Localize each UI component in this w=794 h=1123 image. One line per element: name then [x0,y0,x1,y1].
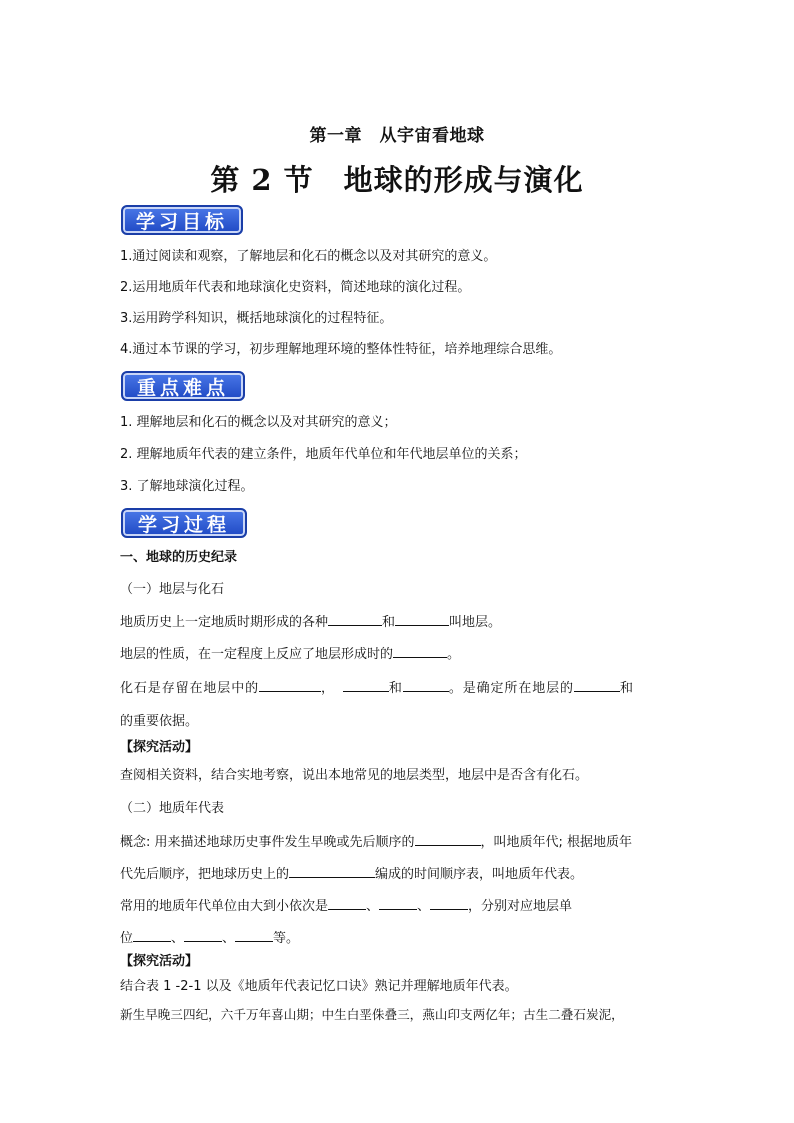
answer-blank[interactable] [343,678,389,692]
answer-blank[interactable] [328,896,366,910]
fill-line: 常用的地质年代单位由大到小依次是 、 、 ，分别对应地层单 [120,896,690,916]
fill-line: 化石是存留在地层中的 ， 和 。是确定所在地层的 和 [120,678,690,698]
key-point-item: 3. 了解地球演化过程。 [120,479,254,494]
subsection-heading: （二）地质年代表 [120,801,225,816]
answer-blank[interactable] [184,928,222,942]
answer-blank[interactable] [133,928,171,942]
fill-line: 代先后顺序，把地球历史上的 编成的时间顺序表，叫地质年代表。 [120,864,690,884]
objectives-badge: 学习目标 [121,205,243,235]
answer-blank[interactable] [574,678,620,692]
text-line: 的重要依据。 [120,714,199,729]
key-point-item: 2. 理解地质年代表的建立条件，地质年代单位和年代地层单位的关系； [120,447,527,462]
activity-text: 查阅相关资料，结合实地考察，说出本地常见的地层类型，地层中是否含有化石。 [120,768,589,783]
chapter-title: 第一章 从宇宙看地球 [309,126,485,146]
fill-line: 概念: 用来描述地球历史事件发生早晚或先后顺序的 ，叫地质年代; 根据地质年 [120,832,690,852]
objective-item: 4.通过本节课的学习，初步理解地理环境的整体性特征，培养地理综合思维。 [120,342,562,357]
process-badge: 学习过程 [121,508,247,538]
answer-blank[interactable] [235,928,273,942]
objective-item: 1.通过阅读和观察，了解地层和化石的概念以及对其研究的意义。 [120,249,497,264]
section-heading: 一、地球的历史纪录 [120,550,238,565]
key-point-item: 1. 理解地层和化石的概念以及对其研究的意义； [120,415,397,430]
objective-item: 3.运用跨学科知识，概括地球演化的过程特征。 [120,311,393,326]
section-title: 第 2 节 地球的形成与演化 [210,163,584,197]
answer-blank[interactable] [395,612,449,626]
activity-title: 【探究活动】 [120,954,199,969]
activity-text: 结合表 1 -2-1 以及《地质年代表记忆口诀》熟记并理解地质年代表。 [120,979,518,994]
objective-item: 2.运用地质年代表和地球演化史资料，简述地球的演化过程。 [120,280,471,295]
key-points-badge: 重点难点 [121,371,245,401]
fill-line: 地层的性质，在一定程度上反应了地层形成时的 。 [120,644,690,664]
answer-blank[interactable] [393,644,447,658]
answer-blank[interactable] [430,896,468,910]
answer-blank[interactable] [415,832,481,846]
answer-blank[interactable] [379,896,417,910]
answer-blank[interactable] [403,678,449,692]
subsection-heading: （一）地层与化石 [120,582,225,597]
answer-blank[interactable] [289,864,375,878]
mnemonic-text: 新生早晚三四纪，六千万年喜山期；中生白垩侏叠三，燕山印支两亿年；古生二叠石炭泥， [120,1007,624,1022]
fill-line: 地质历史上一定地质时期形成的各种 和 叫地层。 [120,612,690,632]
answer-blank[interactable] [259,678,321,692]
fill-line: 位 、 、 等。 [120,928,690,948]
activity-title: 【探究活动】 [120,740,199,755]
answer-blank[interactable] [328,612,382,626]
